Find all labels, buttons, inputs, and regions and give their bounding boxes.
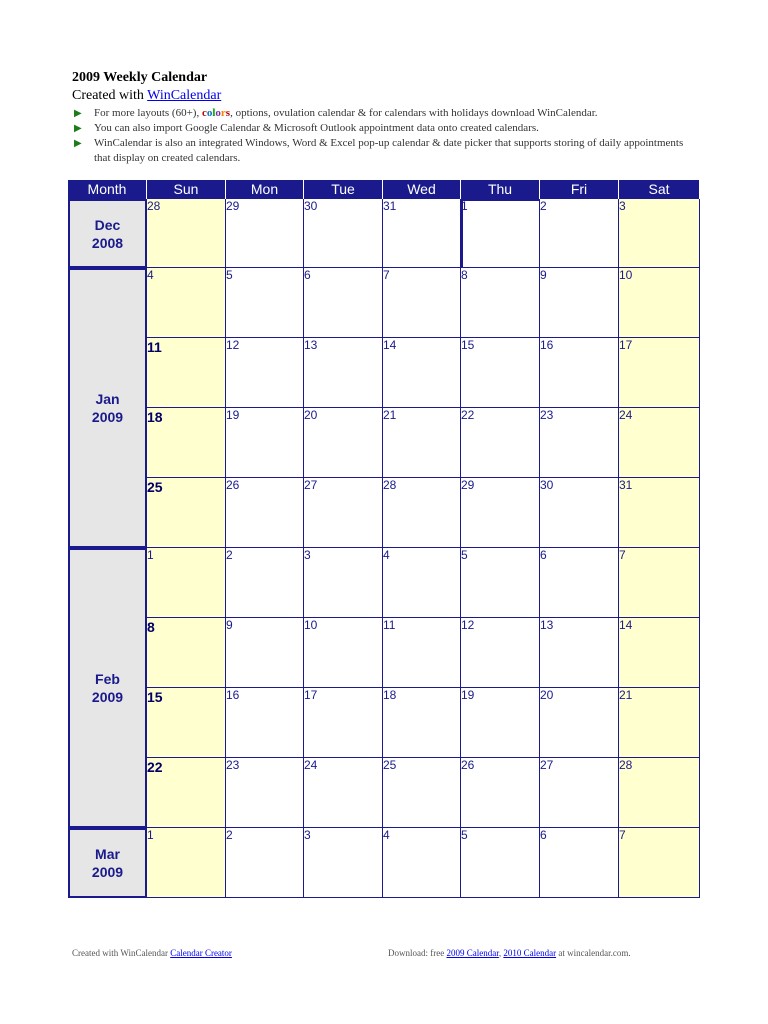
play-arrow-icon: ▶: [74, 138, 82, 149]
month-label-jan: [68, 268, 147, 548]
day-number: 12: [226, 338, 240, 352]
day-cell[interactable]: [383, 758, 461, 828]
day-number: 6: [540, 548, 547, 562]
calendar-2009-link[interactable]: 2009 Calendar: [446, 948, 499, 958]
day-cell[interactable]: [226, 828, 304, 898]
calendar-header-row: [68, 180, 700, 199]
day-number: 26: [461, 758, 475, 772]
footer-right: [388, 948, 631, 958]
day-number: 10: [619, 268, 633, 282]
day-number: 28: [619, 758, 633, 772]
day-cell[interactable]: [304, 828, 383, 898]
day-number: 16: [540, 338, 554, 352]
day-cell[interactable]: [383, 828, 461, 898]
day-number: 21: [383, 408, 397, 422]
day-cell[interactable]: [383, 199, 461, 268]
bullet-1-prefix: For more layouts (60+),: [94, 107, 202, 119]
day-cell[interactable]: [147, 338, 226, 408]
day-number: 28: [383, 478, 397, 492]
day-number: 1: [461, 199, 468, 213]
day-cell[interactable]: [304, 408, 383, 478]
day-cell[interactable]: [383, 408, 461, 478]
day-cell[interactable]: [147, 688, 226, 758]
day-number: 4: [383, 828, 390, 842]
day-cell[interactable]: [619, 758, 700, 828]
day-number: 10: [304, 618, 318, 632]
day-cell[interactable]: [226, 338, 304, 408]
day-number: 2: [540, 199, 547, 213]
day-number: 3: [304, 548, 311, 562]
info-bullets: [72, 106, 692, 166]
month-name: Jan: [95, 391, 120, 407]
day-cell[interactable]: [619, 828, 700, 898]
day-number: 6: [540, 828, 547, 842]
day-cell[interactable]: [383, 548, 461, 618]
day-number: 27: [540, 758, 554, 772]
day-cell[interactable]: [540, 199, 619, 268]
month-name: Mar: [95, 846, 120, 862]
day-cell[interactable]: [540, 548, 619, 618]
day-cell[interactable]: [540, 408, 619, 478]
calendar-2010-link[interactable]: 2010 Calendar: [503, 948, 557, 958]
day-number: 9: [226, 618, 233, 632]
column-header-sat: Sat: [619, 180, 700, 199]
day-cell[interactable]: [461, 478, 540, 548]
day-number: 15: [461, 338, 475, 352]
day-cell[interactable]: [147, 478, 226, 548]
day-cell[interactable]: [147, 828, 226, 898]
day-cell[interactable]: [461, 688, 540, 758]
day-cell[interactable]: [147, 548, 226, 618]
day-cell[interactable]: [619, 408, 700, 478]
day-cell[interactable]: [226, 548, 304, 618]
day-cell[interactable]: [226, 268, 304, 338]
calendar-grid: [68, 199, 700, 898]
footer-right-suffix: at wincalendar.com.: [556, 948, 631, 958]
day-number: 18: [147, 409, 163, 425]
day-number: 5: [461, 548, 468, 562]
day-cell[interactable]: [383, 268, 461, 338]
day-cell[interactable]: [540, 478, 619, 548]
day-number: 13: [304, 338, 318, 352]
footer-right-prefix: Download: free: [388, 948, 447, 958]
day-cell[interactable]: [619, 199, 700, 268]
day-number: 14: [383, 338, 397, 352]
day-cell[interactable]: [540, 268, 619, 338]
column-header-month: Month: [68, 180, 147, 199]
day-cell[interactable]: [147, 408, 226, 478]
day-number: 8: [461, 268, 468, 282]
column-header-thu: Thu: [461, 180, 540, 199]
page-title: 2009 Weekly Calendar: [72, 70, 208, 85]
day-cell[interactable]: [619, 688, 700, 758]
day-number: 20: [540, 688, 554, 702]
day-cell[interactable]: [304, 688, 383, 758]
day-cell[interactable]: [304, 268, 383, 338]
day-cell[interactable]: [304, 338, 383, 408]
play-arrow-icon: ▶: [74, 123, 82, 134]
day-number: 20: [304, 408, 318, 422]
play-arrow-icon: ▶: [74, 108, 82, 119]
day-number: 30: [540, 478, 554, 492]
day-number: 31: [383, 199, 397, 213]
day-number: 3: [304, 828, 311, 842]
day-number: 22: [461, 408, 475, 422]
day-number: 15: [147, 689, 163, 705]
bullet-3-text: WinCalendar is also an integrated Windows, Word & Excel pop-up calendar & date picker that supports storing of daily appointments that display on created calendars.: [94, 137, 684, 164]
day-number: 4: [383, 548, 390, 562]
day-number: 17: [304, 688, 318, 702]
column-header-tue: Tue: [304, 180, 383, 199]
day-cell[interactable]: [461, 618, 540, 688]
day-number: 12: [461, 618, 475, 632]
day-number: 23: [226, 758, 240, 772]
footer-left: [72, 948, 232, 958]
day-cell[interactable]: [619, 268, 700, 338]
day-number: 9: [540, 268, 547, 282]
bullet-item: [72, 121, 692, 136]
day-number: 17: [619, 338, 633, 352]
bullet-item: [72, 106, 692, 121]
day-cell[interactable]: [226, 758, 304, 828]
day-cell[interactable]: [304, 618, 383, 688]
day-cell[interactable]: [461, 338, 540, 408]
day-number: 29: [226, 199, 240, 213]
column-header-fri: Fri: [540, 180, 619, 199]
month-year: 2008: [91, 234, 124, 251]
created-with-text: Created with: [72, 88, 148, 103]
day-number: 24: [304, 758, 318, 772]
colors-word: colors: [201, 107, 231, 119]
calendar-creator-link[interactable]: Calendar Creator: [170, 948, 232, 958]
month-year: 2009: [91, 864, 124, 880]
weekly-calendar: [68, 180, 700, 898]
day-cell[interactable]: [540, 688, 619, 758]
day-number: 19: [226, 408, 240, 422]
day-cell[interactable]: [619, 618, 700, 688]
month-label-dec: [68, 199, 147, 268]
day-number: 28: [147, 199, 161, 213]
footer-left-text: Created with WinCalendar: [72, 948, 171, 958]
day-cell[interactable]: [540, 828, 619, 898]
day-number: 14: [619, 618, 633, 632]
month-label-feb: [68, 548, 147, 828]
month-year: 2009: [91, 409, 124, 425]
day-cell[interactable]: [147, 268, 226, 338]
day-number: 2: [226, 548, 233, 562]
day-cell[interactable]: [540, 618, 619, 688]
column-header-wed: Wed: [383, 180, 461, 199]
day-number: 19: [461, 688, 475, 702]
day-cell[interactable]: [619, 338, 700, 408]
day-cell[interactable]: [304, 478, 383, 548]
day-number: 7: [619, 828, 626, 842]
month-label-mar: [68, 828, 147, 898]
day-cell[interactable]: [147, 758, 226, 828]
day-cell[interactable]: [226, 478, 304, 548]
day-cell[interactable]: [304, 548, 383, 618]
day-cell[interactable]: [461, 758, 540, 828]
day-number: 24: [619, 408, 633, 422]
day-number: 25: [383, 758, 397, 772]
column-header-mon: Mon: [226, 180, 304, 199]
day-cell[interactable]: [383, 688, 461, 758]
day-number: 13: [540, 618, 554, 632]
day-cell[interactable]: [226, 618, 304, 688]
day-number: 23: [540, 408, 554, 422]
day-number: 4: [147, 268, 154, 282]
day-number: 11: [147, 339, 162, 355]
day-number: 18: [383, 688, 397, 702]
day-number: 6: [304, 268, 311, 282]
day-number: 3: [619, 199, 626, 213]
day-cell[interactable]: [147, 618, 226, 688]
day-cell[interactable]: [619, 548, 700, 618]
day-number: 30: [304, 199, 318, 213]
footer-right-sep: ,: [498, 948, 504, 958]
bullet-2-text: You can also import Google Calendar & Microsoft Outlook appointment data onto created calendars.: [94, 122, 539, 134]
day-cell[interactable]: [226, 199, 304, 268]
wincalendar-link[interactable]: WinCalendar: [147, 88, 222, 103]
day-number: 21: [619, 688, 633, 702]
day-cell[interactable]: [304, 758, 383, 828]
day-cell[interactable]: [461, 199, 540, 268]
day-number: 25: [147, 479, 163, 495]
day-number: 5: [461, 828, 468, 842]
day-cell[interactable]: [147, 199, 226, 268]
day-number: 16: [226, 688, 240, 702]
month-year: 2009: [91, 689, 124, 705]
day-cell[interactable]: [461, 828, 540, 898]
day-cell[interactable]: [461, 548, 540, 618]
day-cell[interactable]: [383, 478, 461, 548]
day-number: 8: [147, 619, 155, 635]
day-cell[interactable]: [226, 688, 304, 758]
month-name: Dec: [94, 216, 121, 233]
day-cell[interactable]: [383, 618, 461, 688]
day-number: 1: [147, 548, 154, 562]
day-number: 5: [226, 268, 233, 282]
created-with-line: [72, 88, 221, 104]
day-cell[interactable]: [304, 199, 383, 268]
bullet-1-suffix: , options, ovulation calendar & for calendars with holidays download WinCalendar.: [230, 107, 598, 119]
day-number: 22: [147, 759, 163, 775]
day-number: 1: [147, 828, 154, 842]
bullet-item: [72, 136, 692, 166]
day-cell[interactable]: [540, 338, 619, 408]
day-number: 27: [304, 478, 318, 492]
day-number: 7: [619, 548, 626, 562]
day-cell[interactable]: [383, 338, 461, 408]
column-header-sun: Sun: [147, 180, 226, 199]
day-number: 29: [461, 478, 475, 492]
day-cell[interactable]: [540, 758, 619, 828]
day-cell[interactable]: [461, 268, 540, 338]
day-cell[interactable]: [619, 478, 700, 548]
day-number: 7: [383, 268, 390, 282]
day-number: 26: [226, 478, 240, 492]
month-name: Feb: [95, 671, 120, 687]
day-cell[interactable]: [226, 408, 304, 478]
day-number: 31: [619, 478, 633, 492]
day-cell[interactable]: [461, 408, 540, 478]
day-number: 11: [383, 618, 396, 632]
day-number: 2: [226, 828, 233, 842]
